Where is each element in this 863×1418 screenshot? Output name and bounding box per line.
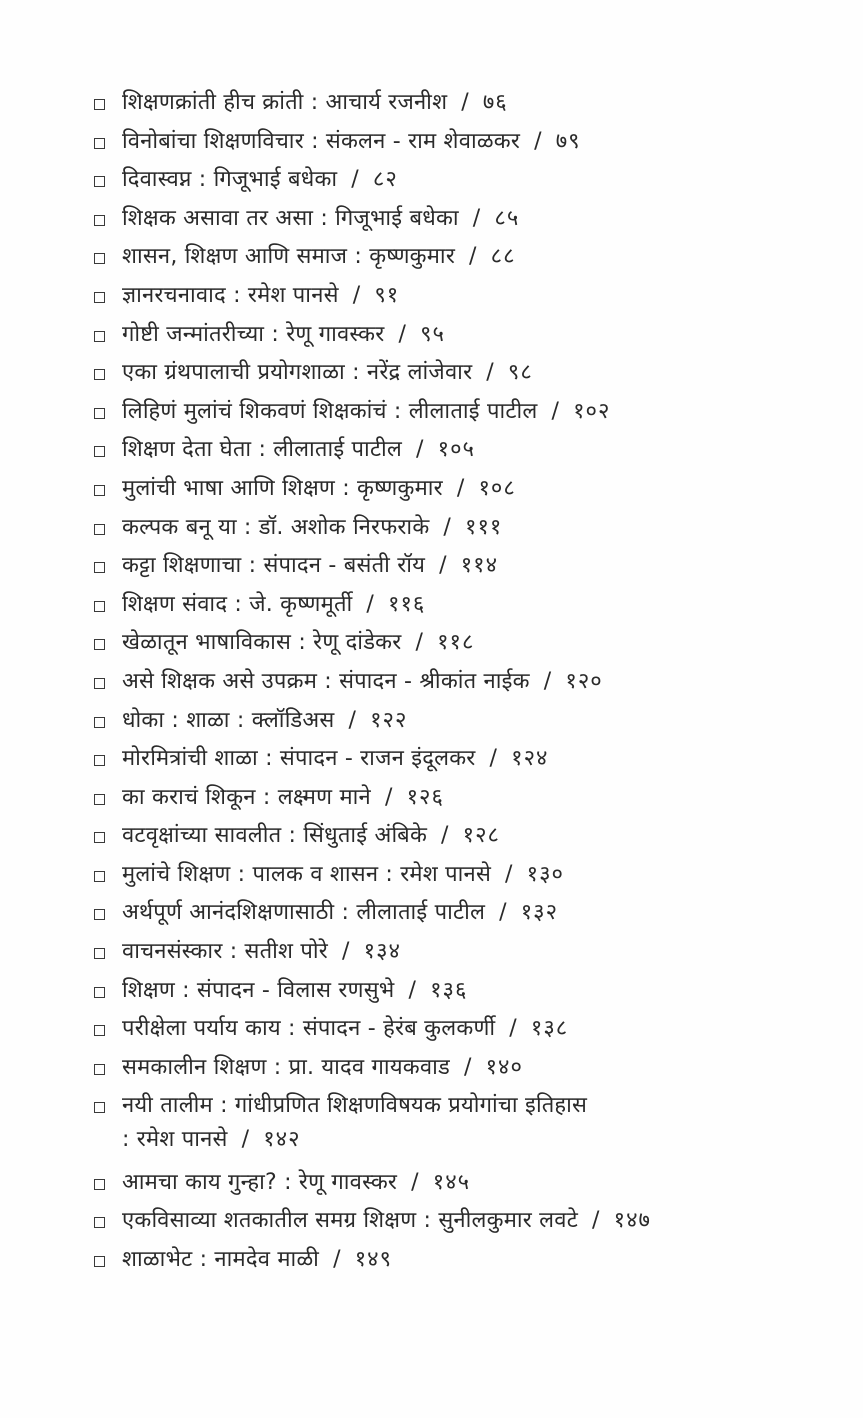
page-number: ९१: [374, 282, 400, 308]
checkbox-bullet-icon: [94, 176, 105, 187]
checkbox-bullet-icon: [94, 794, 105, 805]
checkbox-bullet-icon: [94, 215, 105, 226]
separator: /: [505, 861, 513, 887]
separator: /: [592, 1208, 600, 1234]
separator: /: [333, 1247, 341, 1273]
entry-title: खेळातून भाषाविकास : रेणू दांडेकर: [122, 630, 402, 656]
entry-title: एका ग्रंथपालाची प्रयोगशाळा : नरेंद्र लांजेवार: [122, 360, 473, 386]
toc-entry: [92, 935, 832, 974]
page-number: ११४: [460, 553, 499, 579]
page-number: ८८: [490, 244, 516, 270]
page-number: ९५: [420, 321, 445, 347]
separator: /: [352, 282, 361, 308]
checkbox-bullet-icon: [94, 909, 105, 920]
toc-entry: [92, 549, 832, 588]
separator: /: [534, 128, 542, 154]
separator: /: [398, 321, 407, 347]
separator: /: [408, 977, 417, 1003]
separator: /: [461, 90, 469, 115]
entry-title: असे शिक्षक असे उपक्रम : संपादन - श्रीकांत नाईक: [122, 668, 530, 694]
checkbox-bullet-icon: [94, 1217, 105, 1228]
toc-entry: [92, 395, 832, 434]
page-number: १४०: [485, 1054, 523, 1080]
checkbox-bullet-icon: [94, 987, 105, 998]
checkbox-bullet-icon: [94, 446, 105, 457]
entry-title: का कराचं शिकून : लक्ष्मण माने: [122, 784, 371, 810]
entry-author: : रमेश पानसे: [122, 1127, 228, 1153]
page-number: ८५: [494, 205, 520, 231]
checkbox-bullet-icon: [94, 369, 105, 380]
page-number: ७६: [482, 90, 508, 115]
checkbox-bullet-icon: [94, 99, 105, 110]
toc-entry: [92, 356, 832, 395]
entry-title: नयी तालीम : गांधीप्रणित शिक्षणविषयक प्रयोगांचा इतिहास: [122, 1093, 588, 1119]
checkbox-bullet-icon: [94, 1256, 105, 1267]
entry-title: शिक्षणक्रांती हीच क्रांती : आचार्य रजनीश: [122, 90, 448, 115]
entry-title: वटवृक्षांच्या सावलीत : सिंधुताई अंबिके: [122, 823, 428, 849]
toc-entry: [92, 665, 832, 704]
checkbox-bullet-icon: [94, 253, 105, 264]
checkbox-bullet-icon: [94, 717, 105, 728]
entry-title: धोका : शाळा : क्लॉडिअस: [122, 707, 335, 733]
page-number: १३०: [526, 861, 564, 887]
entry-title: दिवास्वप्न : गिजूभाई बधेका: [122, 167, 338, 193]
checkbox-bullet-icon: [94, 678, 105, 689]
toc-entry: [92, 858, 832, 897]
toc-entry: [92, 472, 832, 511]
entry-title: आमचा काय गुन्हा? : रेणू गावस्कर: [122, 1169, 398, 1195]
checkbox-bullet-icon: [94, 832, 105, 843]
entry-title: शासन, शिक्षण आणि समाज : कृष्णकुमार: [122, 244, 456, 270]
checkbox-bullet-icon: [94, 562, 105, 573]
toc-entry: [92, 279, 832, 318]
entry-title: विनोबांचा शिक्षणविचार : संकलन - राम शेवाळकर: [122, 128, 521, 154]
separator: /: [384, 784, 393, 810]
separator: /: [499, 900, 507, 926]
toc-entry: [92, 511, 832, 550]
entry-title: शिक्षण देता घेता : लीलाताई पाटील: [122, 437, 403, 463]
separator: /: [443, 514, 452, 540]
checkbox-bullet-icon: [94, 331, 105, 342]
checkbox-bullet-icon: [94, 948, 105, 959]
toc-entry: [92, 1051, 832, 1090]
checkbox-bullet-icon: [94, 871, 105, 882]
toc-entry: [92, 1204, 832, 1243]
separator: /: [441, 823, 449, 849]
entry-title-continued: [122, 1123, 742, 1157]
separator: /: [351, 167, 359, 193]
toc-entry: [92, 1243, 832, 1282]
separator: /: [463, 1054, 472, 1080]
toc-entry: [92, 1166, 832, 1205]
page-number: ९८: [507, 360, 533, 386]
toc-entry: [92, 318, 832, 357]
toc-entry: [92, 125, 832, 164]
toc-entry: [92, 1089, 742, 1165]
entry-title: परीक्षेला पर्याय काय : संपादन - हेरंब कुलकर्णी: [122, 1016, 496, 1042]
toc-entry: [92, 240, 832, 279]
checkbox-bullet-icon: [94, 408, 105, 419]
page-number: १४५: [432, 1169, 471, 1195]
checkbox-bullet-icon: [94, 1025, 105, 1036]
checkbox-bullet-icon: [94, 1179, 105, 1190]
page-number: १११: [465, 514, 503, 540]
checkbox-bullet-icon: [94, 292, 105, 303]
separator: /: [416, 437, 424, 463]
toc-entry: [92, 896, 832, 935]
page-number: १२४: [511, 746, 549, 772]
page-number: १०८: [478, 475, 516, 501]
separator: /: [509, 1016, 517, 1042]
checkbox-bullet-icon: [94, 601, 105, 612]
toc-entry: [92, 781, 832, 820]
entry-title: अर्थपूर्ण आनंदशिक्षणासाठी : लीलाताई पाटील: [122, 900, 486, 926]
page-number: १२६: [406, 784, 444, 810]
page-number: १४९: [354, 1247, 393, 1273]
separator: /: [241, 1127, 250, 1153]
entry-title: कट्टा शिक्षणाचा : संपादन - बसंती रॉय: [122, 553, 426, 579]
entry-title: लिहिणं मुलांचं शिकवणं शिक्षकांचं : लीलाताई पाटील: [122, 398, 538, 424]
page-number: १०२: [573, 398, 611, 424]
toc-entry: [92, 433, 832, 472]
page-number: १०५: [437, 437, 475, 463]
checkbox-bullet-icon: [94, 524, 105, 535]
entry-title: मुलांचे शिक्षण : पालक व शासन : रमेश पानसे: [122, 861, 492, 887]
separator: /: [489, 746, 498, 772]
entry-title: एकविसाव्या शतकातील समग्र शिक्षण : सुनीलकुमार लवटे: [122, 1208, 579, 1234]
entry-title: शिक्षण संवाद : जे. कृष्णमूर्ती: [122, 591, 353, 617]
separator: /: [415, 630, 424, 656]
separator: /: [551, 398, 560, 424]
page-number: १३६: [430, 977, 468, 1003]
page-number: ८२: [372, 167, 398, 193]
page-number: १२८: [462, 823, 500, 849]
checkbox-bullet-icon: [94, 755, 105, 766]
toc-entry: [92, 86, 832, 125]
page-number: ११६: [388, 591, 426, 617]
separator: /: [456, 475, 465, 501]
page-number: १४७: [613, 1208, 651, 1234]
toc-entry: [92, 974, 832, 1013]
separator: /: [486, 360, 494, 386]
page-number: ७९: [555, 128, 581, 154]
separator: /: [348, 707, 357, 733]
toc-entry: [92, 1012, 832, 1051]
separator: /: [411, 1169, 419, 1195]
checkbox-bullet-icon: [94, 1064, 105, 1075]
entry-title: मोरमित्रांची शाळा : संपादन - राजन इंदूलकर: [122, 746, 476, 772]
separator: /: [472, 205, 481, 231]
toc-entry: [92, 742, 832, 781]
entry-title: शाळाभेट : नामदेव माळी: [122, 1247, 320, 1273]
checkbox-bullet-icon: [94, 1102, 105, 1113]
checkbox-bullet-icon: [94, 138, 105, 149]
entry-title: शिक्षक असावा तर असा : गिजूभाई बधेका: [122, 205, 459, 231]
toc-entry: [92, 202, 832, 241]
toc-entry: [92, 163, 832, 202]
separator: /: [469, 244, 477, 270]
page-number: १२२: [370, 707, 408, 733]
separator: /: [543, 668, 552, 694]
entry-title: समकालीन शिक्षण : प्रा. यादव गायकवाड: [122, 1054, 450, 1080]
entry-title: गोष्टी जन्मांतरीच्या : रेणू गावस्कर: [122, 321, 385, 347]
toc-entry: [92, 626, 832, 665]
page-number: १३४: [363, 939, 401, 965]
page-number: १२०: [565, 668, 603, 694]
table-of-contents: [92, 86, 832, 1282]
separator: /: [439, 553, 447, 579]
toc-entry: [92, 704, 832, 743]
entry-title: मुलांची भाषा आणि शिक्षण : कृष्णकुमार: [122, 475, 443, 501]
checkbox-bullet-icon: [94, 639, 105, 650]
page-number: ११८: [437, 630, 475, 656]
entry-title: कल्पक बनू या : डॉ. अशोक निरफराके: [122, 514, 430, 540]
entry-title: ज्ञानरचनावाद : रमेश पानसे: [122, 282, 339, 308]
page-number: १३२: [520, 900, 559, 926]
toc-entry: [92, 588, 832, 627]
entry-title: वाचनसंस्कार : सतीश पोरे: [122, 939, 328, 965]
checkbox-bullet-icon: [94, 485, 105, 496]
separator: /: [366, 591, 375, 617]
page-number: १४२: [263, 1127, 301, 1153]
entry-title: शिक्षण : संपादन - विलास रणसुभे: [122, 977, 395, 1003]
page-number: १३८: [530, 1016, 569, 1042]
toc-entry: [92, 819, 832, 858]
separator: /: [342, 939, 350, 965]
